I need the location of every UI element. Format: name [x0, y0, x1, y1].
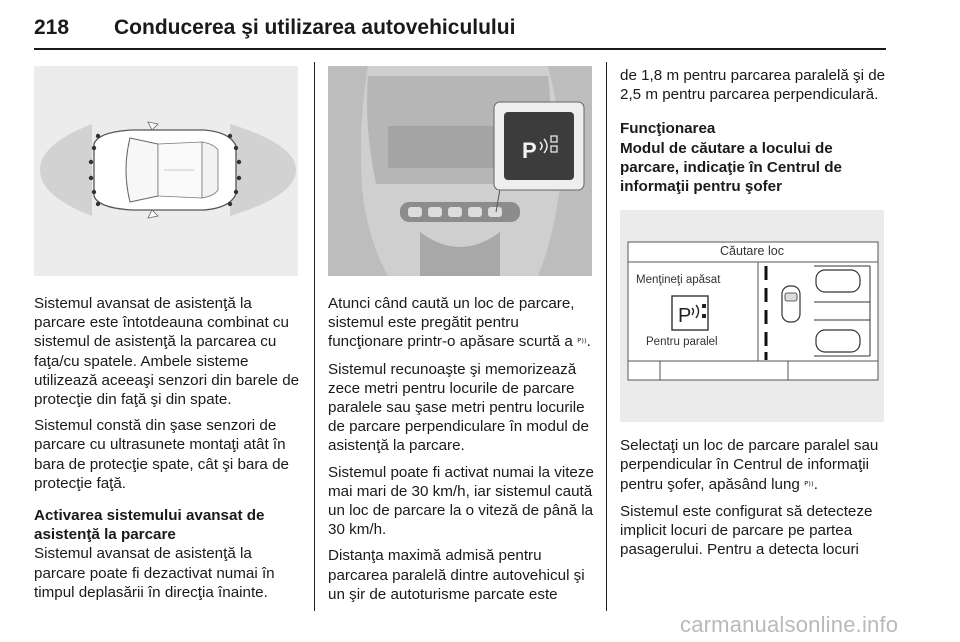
paragraph-end: .: [813, 475, 818, 493]
paragraph-text: Selectaţi un loc de parcare paralel sau perpendicular în Centrul de informaţii pentru şofer, apăsând lung: [620, 437, 879, 493]
paragraph: Sistemul poate fi activat numai la viteze mai mari de 30 km/h, iar sistemul caută un loc de parcare la o viteză de până la 30 km/h.: [328, 463, 594, 539]
console-button-illustration: [328, 66, 592, 276]
park-assist-icon: ᴾ⁾⁾: [804, 478, 814, 492]
paragraph: Sistemul este configurat să detecteze implicit locuri de parcare pe partea pasagerului. Pentru a detecta locuri: [620, 502, 873, 559]
paragraph: [328, 294, 594, 353]
sensor-zones-illustration: [34, 66, 298, 276]
display-mode-label: Pentru paralel: [646, 336, 718, 349]
svg-text:P: P: [678, 305, 692, 328]
display-title: Căutare loc: [720, 244, 784, 259]
section-heading: Modul de căutare a locului de parcare, indicaţie în Centrul de informaţii pentru şofer: [620, 139, 842, 196]
paragraph: Distanţa maximă admisă pentru parcarea paralelă dintre autovehicul şi un şir de autoturisme parcate este: [328, 547, 585, 603]
column-1: [34, 66, 302, 609]
paragraph: de 1,8 m pentru parcarea paralelă şi de 2,5 m pentru parcarea perpendiculară.: [620, 67, 886, 104]
paragraph: Sistemul avansat de asistenţă la parcare poate fi dezactivat numai în timpul deplasării în direcţia înainte.: [34, 545, 275, 601]
paragraph: Sistemul recunoaşte şi memorizează zece metri pentru locurile de parcare paralele sau şase metri pentru locurile de parcare perpendiculare în modul de asistenţă la parcare.: [328, 360, 589, 455]
column-divider-2: [606, 62, 607, 611]
section-heading: Activarea sistemului avansat de asistenţă la parcare: [34, 507, 265, 544]
column-divider-1: [314, 62, 315, 611]
column-2: [328, 66, 594, 611]
page-header: [34, 16, 886, 52]
section-heading: Funcţionarea: [620, 120, 716, 138]
parking-search-screen: [620, 210, 884, 422]
paragraph: Sistemul constă din şase senzori de parcare cu ultrasunete montaţi atât în bara de protecţie spate, cât şi bara de protecţie faţă.: [34, 417, 289, 492]
center-console-icon: [328, 66, 592, 276]
paragraph-end: .: [586, 333, 591, 351]
paragraph-text: Atunci când caută un loc de parcare, sistemul este pregătit pentru funcţionare printr-o apăsare scurtă a: [328, 295, 575, 351]
header-rule: [34, 48, 886, 50]
display-hold-label: Menţineţi apăsat: [636, 274, 721, 287]
svg-text:P: P: [522, 138, 537, 163]
watermark: carmanualsonline.info: [680, 612, 899, 637]
column-3: [620, 66, 888, 566]
chapter-title: Conducerea şi utilizarea autovehiculului: [114, 16, 516, 39]
park-assist-icon: ᴾ⁾⁾: [577, 336, 587, 350]
car-top-view-icon: [34, 66, 298, 276]
paragraph: [620, 436, 888, 495]
paragraph: Sistemul avansat de asistenţă la parcare este întotdeauna combinat cu sistemul de asistenţă la parcarea cu faţa/cu spatele. Ambele sisteme utilizează aceeaşi senzori din barele de protecţie din faţă şi din spate.: [34, 295, 300, 409]
driver-info-display: [620, 210, 884, 422]
page-number: 218: [34, 16, 70, 39]
